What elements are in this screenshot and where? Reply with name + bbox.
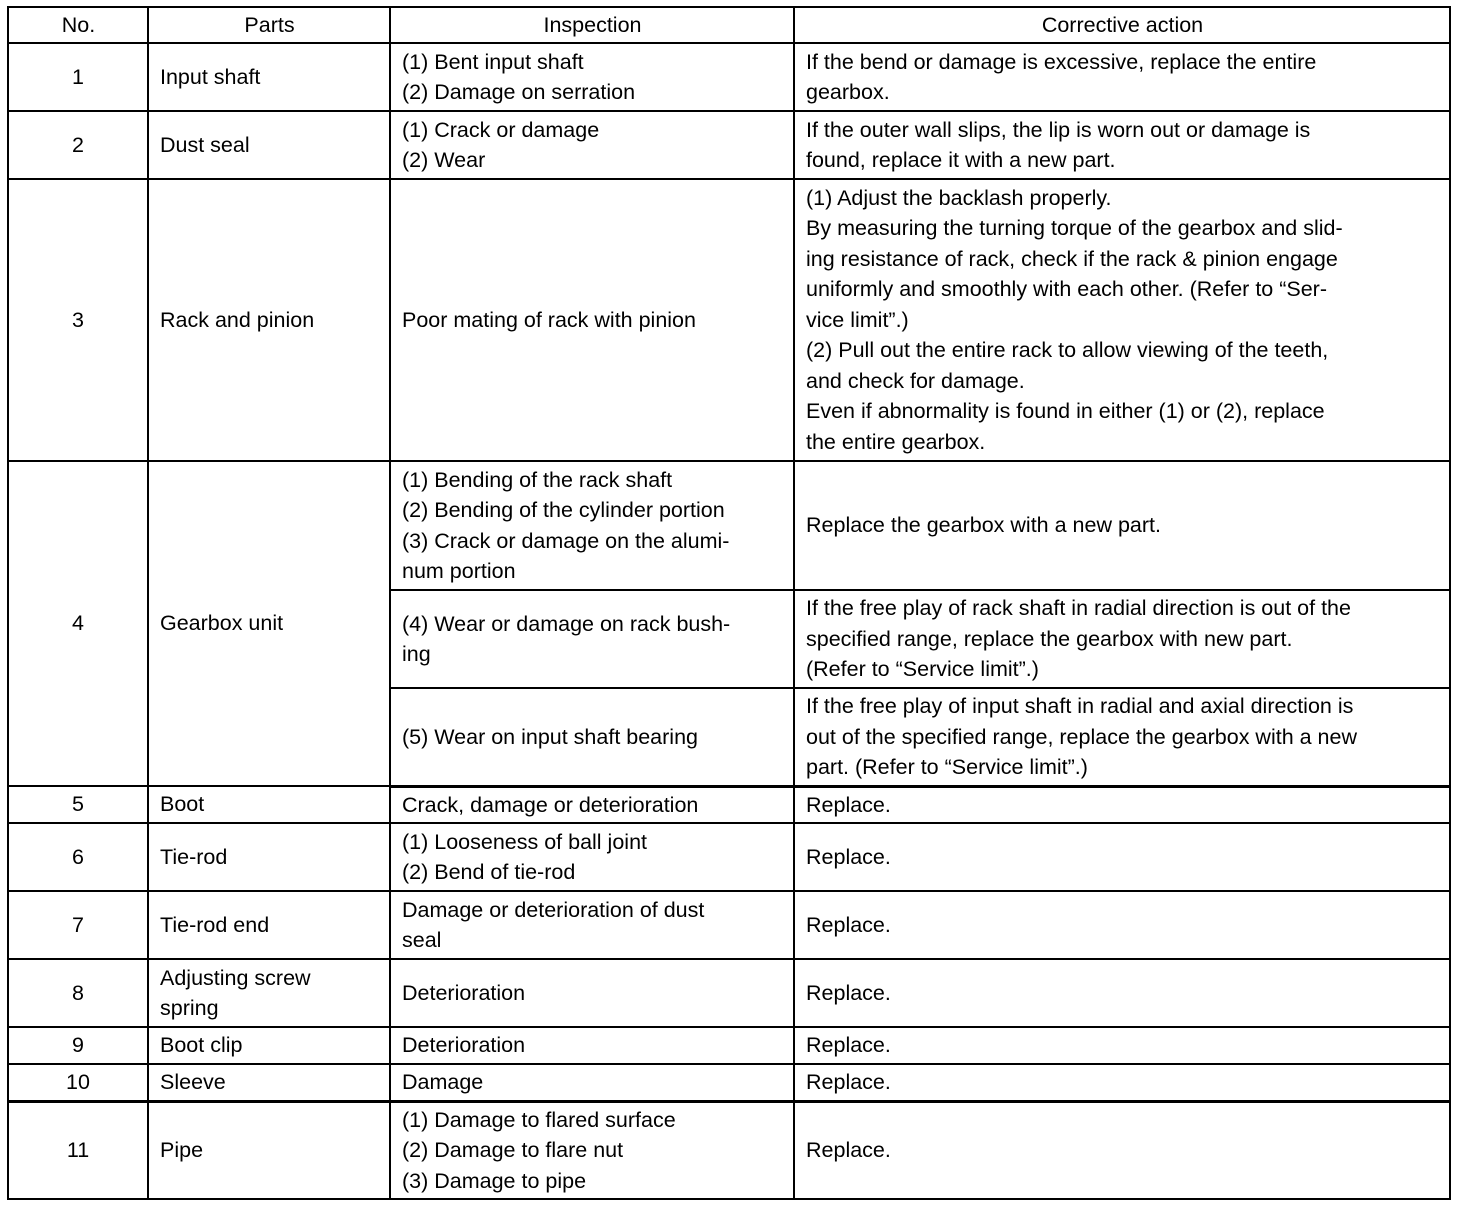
inspection-line: Damage — [402, 1070, 484, 1094]
inspection-line: (1) Damage to flared surface — [402, 1107, 676, 1132]
action-line: vice limit”.) — [806, 307, 909, 332]
action-cell — [794, 179, 1450, 461]
inspection-line: (2) Bending of the cylinder portion — [402, 498, 725, 522]
action-line: By measuring the turning torque of the gearbox and slid- — [806, 216, 1343, 241]
inspection-cell — [390, 1101, 794, 1199]
row-number: 1 — [8, 43, 148, 111]
inspection-line: (1) Looseness of ball joint — [402, 829, 648, 854]
inspection-line: Poor mating of rack with pinion — [402, 307, 696, 332]
inspection-cell — [390, 179, 794, 461]
header-inspection: Inspection — [390, 7, 794, 43]
action-line: If the free play of input shaft in radial and axial direction is — [806, 694, 1354, 718]
row-number: 11 — [8, 1101, 148, 1199]
table-row — [8, 179, 1450, 461]
inspection-line: (3) Damage to pipe — [402, 1168, 587, 1193]
inspection-line: (2) Damage to flare nut — [402, 1138, 624, 1162]
action-line: Replace. — [806, 1138, 891, 1162]
part-name: Boot — [148, 786, 390, 823]
part-name-cell — [148, 959, 390, 1027]
action-line: If the outer wall slips, the lip is worn out or damage is — [806, 117, 1311, 142]
table-row — [8, 461, 1450, 590]
action-line: part. (Refer to “Service limit”.) — [806, 755, 1088, 779]
part-name: Input shaft — [148, 43, 390, 111]
action-line: Replace the gearbox with a new part. — [806, 513, 1161, 538]
action-cell — [794, 891, 1450, 959]
inspection-line: (2) Wear — [402, 148, 486, 172]
inspection-line: (5) Wear on input shaft bearing — [402, 724, 698, 749]
inspection-line: (2) Bend of tie-rod — [402, 860, 576, 884]
row-number: 9 — [8, 1027, 148, 1064]
action-cell — [794, 786, 1450, 823]
inspection-line: (1) Crack or damage — [402, 117, 600, 142]
row-number: 7 — [8, 891, 148, 959]
row-number: 3 — [8, 179, 148, 461]
row-number: 10 — [8, 1064, 148, 1101]
row-number: 5 — [8, 786, 148, 823]
inspection-line: seal — [402, 928, 442, 952]
inspection-cell — [390, 891, 794, 959]
header-no: No. — [8, 7, 148, 43]
action-line: (Refer to “Service limit”.) — [806, 657, 1039, 682]
part-name: Gearbox unit — [148, 461, 390, 786]
inspection-cell — [390, 590, 794, 688]
action-line: and check for damage. — [806, 368, 1025, 393]
row-number: 2 — [8, 111, 148, 179]
inspection-cell — [390, 786, 794, 823]
action-line: Replace. — [806, 980, 891, 1005]
inspection-cell — [390, 1064, 794, 1101]
table-row — [8, 1027, 1450, 1064]
part-name: Pipe — [148, 1101, 390, 1199]
part-name-line: spring — [160, 996, 219, 1020]
inspection-line: num portion — [402, 559, 516, 583]
action-line: (2) Pull out the entire rack to allow viewing of the teeth, — [806, 338, 1329, 363]
action-cell — [794, 461, 1450, 590]
inspection-line: Deterioration — [402, 1033, 526, 1058]
part-name: Sleeve — [148, 1064, 390, 1101]
row-number: 6 — [8, 823, 148, 891]
inspection-cell — [390, 823, 794, 891]
action-line: found, replace it with a new part. — [806, 148, 1116, 172]
action-cell — [794, 688, 1450, 786]
inspection-cell — [390, 43, 794, 111]
inspection-line: Crack, damage or deterioration — [402, 792, 699, 817]
inspection-table — [7, 6, 1451, 1200]
action-line: Replace. — [806, 792, 891, 817]
action-cell — [794, 590, 1450, 688]
table-row — [8, 786, 1450, 823]
action-line: out of the specified range, replace the gearbox with a new — [806, 724, 1357, 749]
inspection-cell — [390, 959, 794, 1027]
table-row — [8, 891, 1450, 959]
action-line: the entire gearbox. — [806, 429, 986, 454]
action-cell — [794, 823, 1450, 891]
inspection-line: ing — [402, 642, 431, 666]
part-name: Tie-rod — [148, 823, 390, 891]
header-row — [8, 7, 1450, 43]
header-parts: Parts — [148, 7, 390, 43]
header-corrective-action: Corrective action — [794, 7, 1450, 43]
part-name: Rack and pinion — [148, 179, 390, 461]
action-line: Even if abnormality is found in either (1) or (2), replace — [806, 399, 1325, 424]
inspection-cell — [390, 461, 794, 590]
action-line: If the bend or damage is excessive, replace the entire — [806, 49, 1317, 74]
inspection-line: (4) Wear or damage on rack bush- — [402, 611, 731, 636]
action-line: gearbox. — [806, 80, 890, 104]
inspection-line: (2) Damage on serration — [402, 80, 636, 104]
part-name: Boot clip — [148, 1027, 390, 1064]
table-row — [8, 43, 1450, 111]
action-cell — [794, 959, 1450, 1027]
action-cell — [794, 111, 1450, 179]
table-row — [8, 1064, 1450, 1101]
row-number: 8 — [8, 959, 148, 1027]
inspection-line: (1) Bent input shaft — [402, 49, 584, 74]
inspection-cell — [390, 688, 794, 786]
action-line: If the free play of rack shaft in radial direction is out of the — [806, 596, 1351, 621]
part-name: Dust seal — [148, 111, 390, 179]
part-name: Tie-rod end — [148, 891, 390, 959]
action-line: Replace. — [806, 912, 891, 937]
action-line: Replace. — [806, 1070, 891, 1094]
table-row — [8, 1101, 1450, 1199]
action-line: Replace. — [806, 844, 891, 869]
part-name-line: Adjusting screw — [160, 965, 311, 990]
action-line: Replace. — [806, 1033, 891, 1058]
action-cell — [794, 1101, 1450, 1199]
inspection-line: Damage or deterioration of dust — [402, 897, 705, 922]
inspection-cell — [390, 1027, 794, 1064]
action-line: (1) Adjust the backlash properly. — [806, 185, 1112, 210]
action-line: uniformly and smoothly with each other. (Refer to “Ser- — [806, 277, 1327, 302]
action-line: ing resistance of rack, check if the rack & pinion engage — [806, 246, 1338, 271]
inspection-line: (1) Bending of the rack shaft — [402, 467, 673, 492]
inspection-cell — [390, 111, 794, 179]
action-cell — [794, 1027, 1450, 1064]
row-number: 4 — [8, 461, 148, 786]
table-row — [8, 823, 1450, 891]
action-line: specified range, replace the gearbox with new part. — [806, 626, 1293, 651]
action-cell — [794, 1064, 1450, 1101]
table-row — [8, 959, 1450, 1027]
inspection-line: (3) Crack or damage on the alumi- — [402, 528, 730, 553]
inspection-line: Deterioration — [402, 980, 526, 1005]
table-row — [8, 111, 1450, 179]
action-cell — [794, 43, 1450, 111]
